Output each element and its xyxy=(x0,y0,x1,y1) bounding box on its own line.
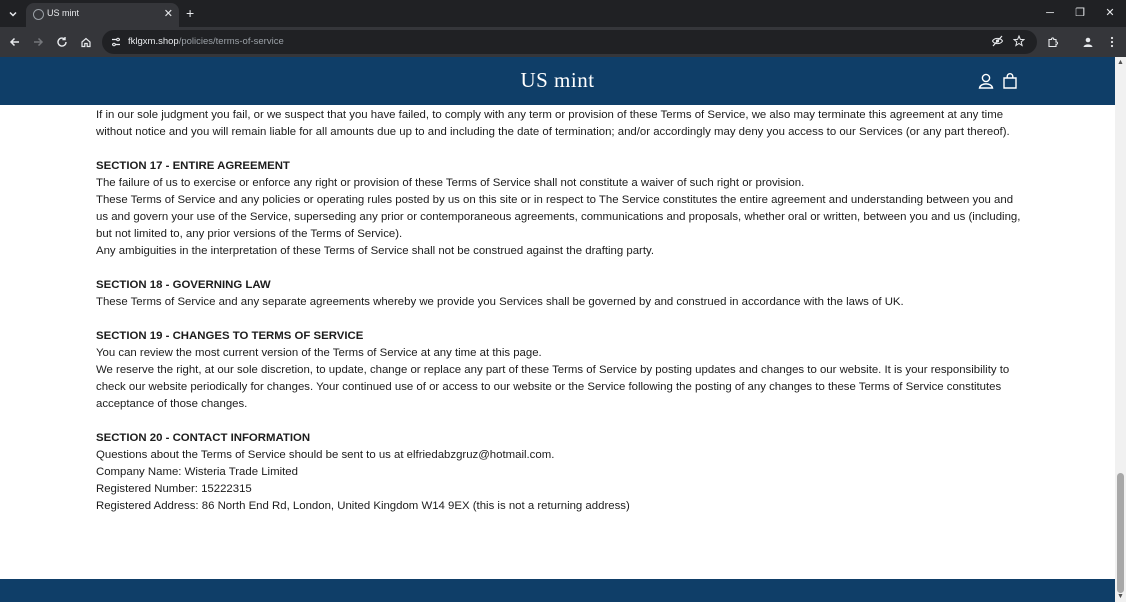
eye-off-icon[interactable] xyxy=(991,35,1004,51)
tab-close-button[interactable]: ✕ xyxy=(163,8,173,20)
puzzle-icon xyxy=(1047,36,1059,48)
arrow-right-icon xyxy=(32,36,44,48)
browser-menu-button[interactable] xyxy=(1104,34,1120,50)
scroll-up-arrow-icon[interactable]: ▲ xyxy=(1117,59,1124,66)
section-title: SECTION 19 - CHANGES TO TERMS OF SERVICE xyxy=(96,330,364,342)
url-text[interactable] xyxy=(128,36,284,47)
shopping-bag-icon[interactable] xyxy=(1001,72,1019,90)
scrollbar-thumb[interactable] xyxy=(1117,473,1124,593)
section-title: SECTION 17 - ENTIRE AGREEMENT xyxy=(96,160,290,172)
browser-tab-active[interactable] xyxy=(26,3,179,27)
intro-paragraph: If in our sole judgment you fail, or we suspect that you have failed, to comply with any term or provision of these Terms of Service, we also may terminate this agreement at any time without notice and you will remain liable for all amounts due up to and including the date of termination; and/or accordingly may deny you access to our Services (or any part thereof). xyxy=(96,109,1010,138)
terms-content xyxy=(96,107,1021,515)
contact-line: Questions about the Terms of Service should be sent to us at elfriedabzgruz@hotmail.com. xyxy=(96,449,555,461)
section-paragraph: The failure of us to exercise or enforce any right or provision of these Terms of Service shall not constitute a waiver of such right or provision. xyxy=(96,177,805,189)
browser-toolbar xyxy=(0,27,1126,57)
browser-tab-bar xyxy=(0,0,1126,27)
back-button[interactable] xyxy=(7,34,23,50)
globe-icon xyxy=(33,9,44,20)
new-tab-button[interactable]: + xyxy=(186,5,195,21)
section-title: SECTION 20 - CONTACT INFORMATION xyxy=(96,432,311,444)
window-close-button[interactable]: ✕ xyxy=(1105,7,1115,19)
section-paragraph: These Terms of Service and any separate agreements whereby we provide you Services shall be governed by and construed in accordance with the laws of UK. xyxy=(96,296,904,308)
bookmark-star-icon[interactable] xyxy=(1013,35,1025,51)
contact-line: Company Name: Wisteria Trade Limited xyxy=(96,466,298,478)
url-path: /policies/terms-of-service xyxy=(178,36,284,47)
forward-button[interactable] xyxy=(30,34,46,50)
section-paragraph: You can review the most current version of the Terms of Service at any time at this page. xyxy=(96,347,542,359)
scroll-down-arrow-icon[interactable]: ▼ xyxy=(1117,593,1124,600)
reload-button[interactable] xyxy=(54,34,70,50)
section-paragraph: Any ambiguities in the interpretation of these Terms of Service shall not be construed against the drafting party. xyxy=(96,245,655,257)
tab-title: US mint xyxy=(47,8,80,18)
section-title: SECTION 18 - GOVERNING LAW xyxy=(96,279,271,291)
account-icon xyxy=(1082,36,1094,48)
chevron-down-icon xyxy=(8,9,18,19)
restore-button[interactable]: ❐ xyxy=(1075,7,1085,19)
arrow-left-icon xyxy=(9,36,21,48)
contact-line: Registered Address: 86 North End Rd, London, United Kingdom W14 9EX (this is not a returning address) xyxy=(96,500,630,512)
extensions-button[interactable] xyxy=(1045,34,1061,50)
reload-icon xyxy=(56,36,68,48)
site-logo[interactable]: US mint xyxy=(520,68,595,92)
url-domain: fklgxm.shop xyxy=(128,36,179,47)
account-icon[interactable] xyxy=(977,72,995,90)
site-header xyxy=(0,57,1115,105)
minimize-button[interactable]: ─ xyxy=(1046,7,1054,19)
site-footer xyxy=(0,579,1115,602)
profile-button[interactable] xyxy=(1080,34,1096,50)
site-info-icon[interactable] xyxy=(110,36,122,48)
home-icon xyxy=(80,36,92,48)
home-button[interactable] xyxy=(78,34,94,50)
section-paragraph: We reserve the right, at our sole discretion, to update, change or replace any part of these Terms of Service by posting updates and changes to our website. It is your responsibility to check our website periodically for changes. Your continued use of or access to our website or the Service following the posting of any changes to these Terms of Service constitutes acceptance of those changes. xyxy=(96,364,1010,410)
tab-list-button[interactable] xyxy=(5,6,21,22)
more-vertical-icon xyxy=(1106,36,1118,48)
page-scrollbar[interactable] xyxy=(1115,57,1126,602)
address-bar[interactable] xyxy=(102,30,1037,54)
section-paragraph: These Terms of Service and any policies or operating rules posted by us on this site or in respect to The Service constitutes the entire agreement and understanding between you and us and govern your use of the Service, superseding any prior or contemporaneous agreements, communications and proposals, whether oral or written, between you and us (including, but not limited to, any prior versions of the Terms of Service). xyxy=(96,194,1021,240)
contact-line: Registered Number: 15222315 xyxy=(96,483,252,495)
